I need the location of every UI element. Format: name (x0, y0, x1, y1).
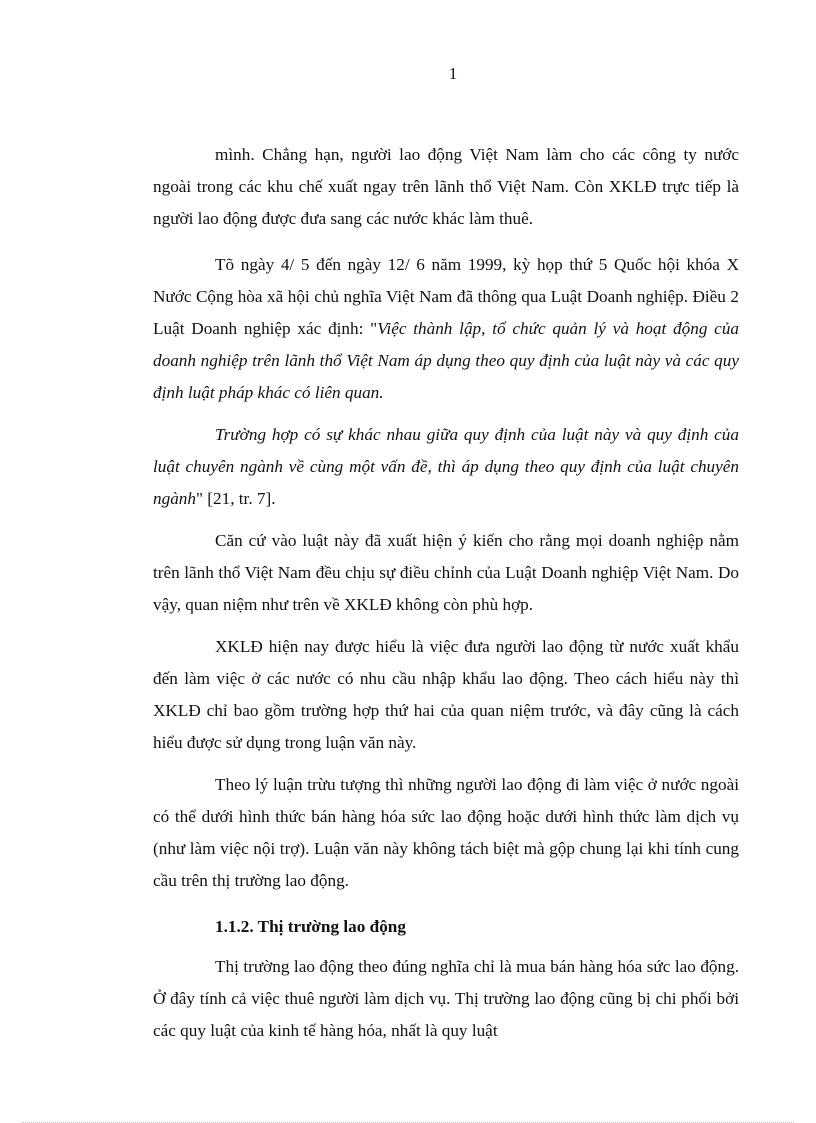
paragraph-3 (153, 419, 739, 515)
paragraph-2 (153, 249, 739, 409)
paragraph-2-quote: Việc thành lập, tổ chức quản lý và hoạt động của doanh nghiệp trên lãnh thổ Việt Nam áp dụng theo quy định của luật này và các quy định luật pháp khác có liên quan. (153, 319, 740, 402)
paragraph-7: Thị trường lao động theo đúng nghĩa chỉ là mua bán hàng hóa sức lao động. Ở đây tính cả việc thuê người làm dịch vụ. Thị trường lao động cũng bị chi phối bởi các quy luật của kinh tế hàng hóa, nhất là quy luật (153, 957, 739, 1040)
section-heading: 1.1.2. Thị trường lao động (215, 917, 406, 936)
paragraph-5: XKLĐ hiện nay được hiểu là việc đưa người lao động từ nước xuất khẩu đến làm việc ở các nước có nhu cầu nhập khẩu lao động. Theo cách hiểu này thì XKLĐ chỉ bao gồm trường hợp thứ hai của quan niệm trước, và đây cũng là cách hiểu được sử dụng trong luận văn này. (153, 637, 739, 752)
page-number: 1 (448, 64, 458, 83)
paragraph-2-text: Tõ ngày 4/ 5 đến ngày 12/ 6 năm 1999, kỳ họp thứ 5 Quốc hội khóa X Nước Cộng hòa xã hội chủ nghĩa Việt Nam đã thông qua Luật Doanh nghiệp. Điều 2 Luật Doanh nghiệp xác định: " (153, 255, 739, 338)
paragraph-3-quote: Trường hợp có sự khác nhau giữa quy định của luật này và quy định của luật chuyên ngành về cùng một vấn đề, thì áp dụng theo quy định của luật chuyên ngành (153, 425, 739, 508)
document-body (153, 139, 739, 1057)
paragraph-1: mình. Chẳng hạn, người lao động Việt Nam làm cho các công ty nước ngoài trong các khu chế xuất ngay trên lãnh thổ Việt Nam. Còn XKLĐ trực tiếp là người lao động được đưa sang các nước khác làm thuê. (153, 145, 739, 228)
paragraph-3-citation: " [21, tr. 7]. (195, 489, 276, 508)
paragraph-4: Căn cứ vào luật này đã xuất hiện ý kiến cho rằng mọi doanh nghiệp nằm trên lãnh thổ Việt Nam đều chịu sự điều chỉnh của Luật Doanh nghiệp Việt Nam. Do vậy, quan niệm như trên về XKLĐ không còn phù hợp. (153, 531, 739, 614)
paragraph-6: Theo lý luận trừu tượng thì những người lao động đi làm việc ở nước ngoài có thể dưới hình thức bán hàng hóa sức lao động hoặc dưới hình thức làm dịch vụ (như làm việc nội trợ). Luận văn này không tách biệt mà gộp chung lại khi tính cung cầu trên thị trường lao động. (153, 775, 739, 890)
